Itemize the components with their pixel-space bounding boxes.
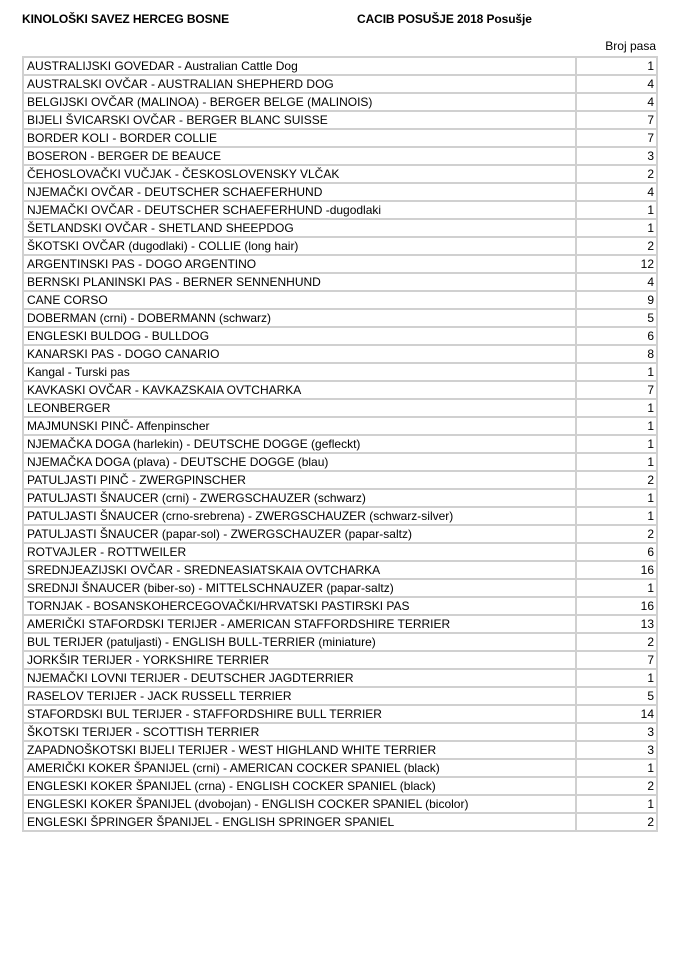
table-row (23, 327, 657, 345)
table-row (23, 417, 657, 435)
table-row (23, 165, 657, 183)
breed-name: PATULJASTI PINČ - ZWERGPINSCHER (23, 471, 576, 489)
breed-name: MAJMUNSKI PINČ- Affenpinscher (23, 417, 576, 435)
dog-count: 13 (576, 615, 657, 633)
dog-count: 4 (576, 183, 657, 201)
breed-name: BUL TERIJER (patuljasti) - ENGLISH BULL-TERRIER (miniature) (23, 633, 576, 651)
dog-count: 16 (576, 597, 657, 615)
breed-name: NJEMAČKA DOGA (plava) - DEUTSCHE DOGGE (blau) (23, 453, 576, 471)
dog-count: 1 (576, 399, 657, 417)
dog-count: 3 (576, 741, 657, 759)
breed-name: NJEMAČKI OVČAR - DEUTSCHER SCHAEFERHUND -dugodlaki (23, 201, 576, 219)
dog-count: 4 (576, 273, 657, 291)
dog-count: 2 (576, 165, 657, 183)
breed-name: PATULJASTI ŠNAUCER (crno-srebrena) - ZWERGSCHAUZER (schwarz-silver) (23, 507, 576, 525)
table-row (23, 183, 657, 201)
table-row (23, 777, 657, 795)
table-row (23, 687, 657, 705)
breed-name: ENGLESKI BULDOG - BULLDOG (23, 327, 576, 345)
table-row (23, 615, 657, 633)
table-row (23, 651, 657, 669)
breed-name: BOSERON - BERGER DE BEAUCE (23, 147, 576, 165)
table-row (23, 255, 657, 273)
breed-name: ENGLESKI ŠPRINGER ŠPANIJEL - ENGLISH SPRINGER SPANIEL (23, 813, 576, 831)
dog-count: 1 (576, 201, 657, 219)
breed-name: SREDNJI ŠNAUCER (biber-so) - MITTELSCHNAUZER (papar-saltz) (23, 579, 576, 597)
breed-name: AMERIČKI STAFORDSKI TERIJER - AMERICAN STAFFORDSHIRE TERRIER (23, 615, 576, 633)
breed-name: RASELOV TERIJER - JACK RUSSELL TERRIER (23, 687, 576, 705)
dog-count: 9 (576, 291, 657, 309)
dog-count: 1 (576, 579, 657, 597)
dog-count: 7 (576, 651, 657, 669)
table-row (23, 453, 657, 471)
breed-name: NJEMAČKI OVČAR - DEUTSCHER SCHAEFERHUND (23, 183, 576, 201)
breed-name: Kangal - Turski pas (23, 363, 576, 381)
table-row (23, 579, 657, 597)
dog-count: 2 (576, 813, 657, 831)
table-row (23, 597, 657, 615)
dog-count: 2 (576, 777, 657, 795)
dog-count: 1 (576, 507, 657, 525)
breed-name: PATULJASTI ŠNAUCER (crni) - ZWERGSCHAUZER (schwarz) (23, 489, 576, 507)
breed-name: ARGENTINSKI PAS - DOGO ARGENTINO (23, 255, 576, 273)
table-row (23, 633, 657, 651)
breed-name: ŠKOTSKI TERIJER - SCOTTISH TERRIER (23, 723, 576, 741)
table-row (23, 723, 657, 741)
count-column-header: Broj pasa (605, 39, 656, 53)
dog-count: 1 (576, 435, 657, 453)
dog-count: 1 (576, 453, 657, 471)
dog-count: 8 (576, 345, 657, 363)
table-row (23, 291, 657, 309)
dog-count: 7 (576, 111, 657, 129)
dog-count: 12 (576, 255, 657, 273)
breed-name: ZAPADNOŠKOTSKI BIJELI TERIJER - WEST HIGHLAND WHITE TERRIER (23, 741, 576, 759)
dog-count: 1 (576, 417, 657, 435)
breed-name: NJEMAČKI LOVNI TERIJER - DEUTSCHER JAGDTERRIER (23, 669, 576, 687)
breed-name: CANE CORSO (23, 291, 576, 309)
table-row (23, 561, 657, 579)
table-row (23, 669, 657, 687)
dog-count: 7 (576, 381, 657, 399)
dog-count: 6 (576, 543, 657, 561)
dog-count: 7 (576, 129, 657, 147)
dog-count: 4 (576, 75, 657, 93)
breed-name: LEONBERGER (23, 399, 576, 417)
breed-name: STAFORDSKI BUL TERIJER - STAFFORDSHIRE BULL TERRIER (23, 705, 576, 723)
table-row (23, 435, 657, 453)
event-title: CACIB POSUŠJE 2018 Posušje (357, 12, 532, 26)
breed-count-table (22, 56, 658, 832)
table-row (23, 57, 657, 75)
table-row (23, 471, 657, 489)
table-row (23, 813, 657, 831)
breed-name: ŠETLANDSKI OVČAR - SHETLAND SHEEPDOG (23, 219, 576, 237)
dog-count: 1 (576, 759, 657, 777)
breed-name: PATULJASTI ŠNAUCER (papar-sol) - ZWERGSCHAUZER (papar-saltz) (23, 525, 576, 543)
breed-name: SREDNJEAZIJSKI OVČAR - SREDNEASIATSKAIA OVTCHARKA (23, 561, 576, 579)
dog-count: 1 (576, 795, 657, 813)
table-row (23, 147, 657, 165)
table-row (23, 507, 657, 525)
breed-name: DOBERMAN (crni) - DOBERMANN (schwarz) (23, 309, 576, 327)
breed-name: BORDER KOLI - BORDER COLLIE (23, 129, 576, 147)
breed-name: ROTVAJLER - ROTTWEILER (23, 543, 576, 561)
table-row (23, 795, 657, 813)
breed-name: AUSTRALSKI OVČAR - AUSTRALIAN SHEPHERD DOG (23, 75, 576, 93)
dog-count: 2 (576, 525, 657, 543)
breed-name: BELGIJSKI OVČAR (MALINOA) - BERGER BELGE (MALINOIS) (23, 93, 576, 111)
table-row (23, 363, 657, 381)
table-row (23, 543, 657, 561)
breed-name: TORNJAK - BOSANSKOHERCEGOVAČKI/HRVATSKI PASTIRSKI PAS (23, 597, 576, 615)
breed-name: AUSTRALIJSKI GOVEDAR - Australian Cattle Dog (23, 57, 576, 75)
breed-name: AMERIČKI KOKER ŠPANIJEL (crni) - AMERICAN COCKER SPANIEL (black) (23, 759, 576, 777)
table-row (23, 129, 657, 147)
dog-count: 5 (576, 687, 657, 705)
dog-count: 2 (576, 471, 657, 489)
table-row (23, 201, 657, 219)
dog-count: 2 (576, 633, 657, 651)
dog-count: 3 (576, 147, 657, 165)
dog-count: 1 (576, 669, 657, 687)
table-row (23, 111, 657, 129)
dog-count: 6 (576, 327, 657, 345)
breed-name: ŠKOTSKI OVČAR (dugodlaki) - COLLIE (long hair) (23, 237, 576, 255)
table-row (23, 345, 657, 363)
breed-name: NJEMAČKA DOGA (harlekin) - DEUTSCHE DOGGE (gefleckt) (23, 435, 576, 453)
breed-name: BIJELI ŠVICARSKI OVČAR - BERGER BLANC SUISSE (23, 111, 576, 129)
table-row (23, 237, 657, 255)
dog-count: 5 (576, 309, 657, 327)
dog-count: 14 (576, 705, 657, 723)
table-row (23, 399, 657, 417)
dog-count: 1 (576, 363, 657, 381)
dog-count: 1 (576, 489, 657, 507)
dog-count: 16 (576, 561, 657, 579)
table-row (23, 705, 657, 723)
breed-name: KAVKASKI OVČAR - KAVKAZSKAIA OVTCHARKA (23, 381, 576, 399)
breed-name: ENGLESKI KOKER ŠPANIJEL (crna) - ENGLISH COCKER SPANIEL (black) (23, 777, 576, 795)
table-row (23, 381, 657, 399)
dog-count: 1 (576, 219, 657, 237)
table-row (23, 219, 657, 237)
table-row (23, 273, 657, 291)
table-row (23, 93, 657, 111)
breed-name: ENGLESKI KOKER ŠPANIJEL (dvobojan) - ENGLISH COCKER SPANIEL (bicolor) (23, 795, 576, 813)
table-row (23, 741, 657, 759)
organization-title: KINOLOŠKI SAVEZ HERCEG BOSNE (22, 12, 230, 26)
table-row (23, 525, 657, 543)
breed-name: BERNSKI PLANINSKI PAS - BERNER SENNENHUND (23, 273, 576, 291)
breed-name: ČEHOSLOVAČKI VUČJAK - ČESKOSLOVENSKY VLČAK (23, 165, 576, 183)
table-row (23, 75, 657, 93)
table-row (23, 759, 657, 777)
dog-count: 1 (576, 57, 657, 75)
dog-count: 3 (576, 723, 657, 741)
dog-count: 2 (576, 237, 657, 255)
table-row (23, 489, 657, 507)
dog-count: 4 (576, 93, 657, 111)
table-row (23, 309, 657, 327)
breed-name: KANARSKI PAS - DOGO CANARIO (23, 345, 576, 363)
breed-name: JORKŠIR TERIJER - YORKSHIRE TERRIER (23, 651, 576, 669)
